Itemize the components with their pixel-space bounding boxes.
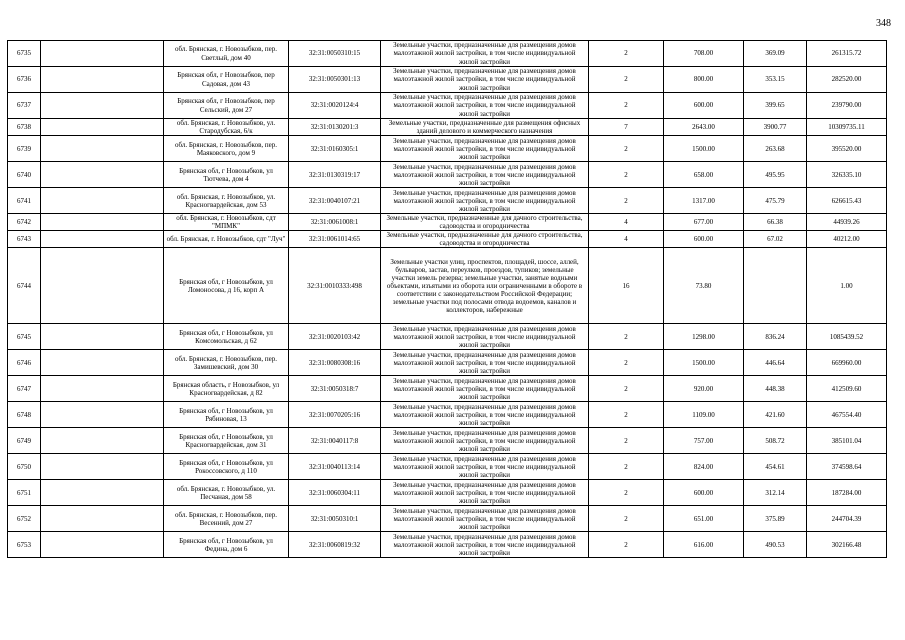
gap-cell bbox=[41, 428, 164, 454]
land-purpose-cell: Земельные участки, предназначенные для размещения домов малоэтажной жилой застройки, в том числе индивидуальной жилой застройки bbox=[381, 188, 589, 214]
land-purpose-cell: Земельные участки, предназначенные для размещения домов малоэтажной жилой застройки, в том числе индивидуальной жилой застройки bbox=[381, 93, 589, 119]
table-row bbox=[8, 506, 887, 532]
address-cell: обл. Брянская, г. Новозыбков, ул. Стародубская, 6/к bbox=[164, 119, 289, 136]
table-row bbox=[8, 454, 887, 480]
cadastral-value-cell: 412509.60 bbox=[807, 376, 887, 402]
table-row bbox=[8, 480, 887, 506]
row-number: 6748 bbox=[8, 402, 41, 428]
purpose-group-cell: 16 bbox=[589, 248, 664, 324]
specific-value-cell bbox=[744, 248, 807, 324]
table-row bbox=[8, 214, 887, 231]
area-cell: 73.80 bbox=[664, 248, 744, 324]
gap-cell bbox=[41, 41, 164, 67]
cadastral-number-cell: 32:31:0160305:1 bbox=[289, 136, 381, 162]
purpose-group-cell: 2 bbox=[589, 506, 664, 532]
gap-cell bbox=[41, 231, 164, 248]
land-purpose-cell: Земельные участки, предназначенные для размещения офисных зданий делового и коммерческого назначения bbox=[381, 119, 589, 136]
cadastral-number-cell: 32:31:0050318:7 bbox=[289, 376, 381, 402]
cadastral-value-cell: 40212.00 bbox=[807, 231, 887, 248]
specific-value-cell: 67.02 bbox=[744, 231, 807, 248]
land-purpose-cell: Земельные участки, предназначенные для размещения домов малоэтажной жилой застройки, в том числе индивидуальной жилой застройки bbox=[381, 136, 589, 162]
row-number: 6752 bbox=[8, 506, 41, 532]
address-cell: Брянская обл, г Новозыбков, ул Тютчева, дом 4 bbox=[164, 162, 289, 188]
specific-value-cell: 836.24 bbox=[744, 324, 807, 350]
page-number: 348 bbox=[876, 18, 891, 29]
cadastral-number-cell: 32:31:0050301:13 bbox=[289, 67, 381, 93]
address-cell: Брянская область, г Новозыбков, ул Красногвардейская, д 82 bbox=[164, 376, 289, 402]
row-number: 6744 bbox=[8, 248, 41, 324]
gap-cell bbox=[41, 480, 164, 506]
specific-value-cell: 263.68 bbox=[744, 136, 807, 162]
purpose-group-cell: 2 bbox=[589, 162, 664, 188]
land-purpose-cell: Земельные участки, предназначенные для размещения домов малоэтажной жилой застройки, в том числе индивидуальной жилой застройки bbox=[381, 428, 589, 454]
specific-value-cell: 421.60 bbox=[744, 402, 807, 428]
row-number: 6743 bbox=[8, 231, 41, 248]
table-body bbox=[8, 41, 887, 558]
land-purpose-cell: Земельные участки, предназначенные для размещения домов малоэтажной жилой застройки, в том числе индивидуальной жилой застройки bbox=[381, 324, 589, 350]
cadastral-number-cell: 32:31:0050310:1 bbox=[289, 506, 381, 532]
land-purpose-cell: Земельные участки, предназначенные для размещения домов малоэтажной жилой застройки, в том числе индивидуальной жилой застройки bbox=[381, 506, 589, 532]
row-number: 6738 bbox=[8, 119, 41, 136]
cadastral-value-cell: 374598.64 bbox=[807, 454, 887, 480]
table-row bbox=[8, 162, 887, 188]
specific-value-cell: 399.65 bbox=[744, 93, 807, 119]
cadastral-value-cell: 395520.00 bbox=[807, 136, 887, 162]
purpose-group-cell: 2 bbox=[589, 188, 664, 214]
gap-cell bbox=[41, 93, 164, 119]
cadastral-value-cell: 282520.00 bbox=[807, 67, 887, 93]
area-cell: 2643.00 bbox=[664, 119, 744, 136]
purpose-group-cell: 4 bbox=[589, 214, 664, 231]
address-cell: Брянская обл, г Новозыбков, ул Рябиновая, 13 bbox=[164, 402, 289, 428]
land-registry-table bbox=[7, 40, 887, 558]
purpose-group-cell: 2 bbox=[589, 93, 664, 119]
specific-value-cell: 508.72 bbox=[744, 428, 807, 454]
table-row bbox=[8, 532, 887, 558]
specific-value-cell: 66.38 bbox=[744, 214, 807, 231]
table-row bbox=[8, 248, 887, 324]
row-number: 6740 bbox=[8, 162, 41, 188]
cadastral-number-cell: 32:31:0010333:498 bbox=[289, 248, 381, 324]
cadastral-value-cell: 467554.40 bbox=[807, 402, 887, 428]
table-row bbox=[8, 119, 887, 136]
row-number: 6746 bbox=[8, 350, 41, 376]
cadastral-value-cell: 10309735.11 bbox=[807, 119, 887, 136]
gap-cell bbox=[41, 162, 164, 188]
gap-cell bbox=[41, 532, 164, 558]
table-row bbox=[8, 231, 887, 248]
area-cell: 824.00 bbox=[664, 454, 744, 480]
area-cell: 658.00 bbox=[664, 162, 744, 188]
area-cell: 1317.00 bbox=[664, 188, 744, 214]
address-cell: Брянская обл, г Новозыбков, пер Сельский, дом 27 bbox=[164, 93, 289, 119]
row-number: 6745 bbox=[8, 324, 41, 350]
purpose-group-cell: 2 bbox=[589, 67, 664, 93]
row-number: 6747 bbox=[8, 376, 41, 402]
address-cell: обл. Брянская, г. Новозыбков, сдт "Луч" bbox=[164, 231, 289, 248]
specific-value-cell: 490.53 bbox=[744, 532, 807, 558]
cadastral-number-cell: 32:31:0020124:4 bbox=[289, 93, 381, 119]
specific-value-cell: 446.64 bbox=[744, 350, 807, 376]
purpose-group-cell: 2 bbox=[589, 350, 664, 376]
gap-cell bbox=[41, 136, 164, 162]
land-purpose-cell: Земельные участки, предназначенные для размещения домов малоэтажной жилой застройки, в том числе индивидуальной жилой застройки bbox=[381, 402, 589, 428]
cadastral-value-cell: 302166.48 bbox=[807, 532, 887, 558]
table-row bbox=[8, 376, 887, 402]
address-cell: обл. Брянская, г. Новозыбков, пер. Маяковского, дом 9 bbox=[164, 136, 289, 162]
purpose-group-cell: 7 bbox=[589, 119, 664, 136]
cadastral-number-cell: 32:31:0130319:17 bbox=[289, 162, 381, 188]
table-row bbox=[8, 93, 887, 119]
address-cell: Брянская обл, г Новозыбков, ул Комсомольская, д 62 bbox=[164, 324, 289, 350]
gap-cell bbox=[41, 454, 164, 480]
table-row bbox=[8, 41, 887, 67]
address-cell: обл. Брянская, г. Новозыбков, ул. Песчаная, дом 58 bbox=[164, 480, 289, 506]
land-purpose-cell: Земельные участки, предназначенные для размещения домов малоэтажной жилой застройки, в том числе индивидуальной жилой застройки bbox=[381, 350, 589, 376]
land-purpose-cell: Земельные участки, предназначенные для размещения домов малоэтажной жилой застройки, в том числе индивидуальной жилой застройки bbox=[381, 454, 589, 480]
area-cell: 920.00 bbox=[664, 376, 744, 402]
purpose-group-cell: 4 bbox=[589, 231, 664, 248]
cadastral-value-cell: 244704.39 bbox=[807, 506, 887, 532]
gap-cell bbox=[41, 214, 164, 231]
row-number: 6739 bbox=[8, 136, 41, 162]
purpose-group-cell: 2 bbox=[589, 428, 664, 454]
specific-value-cell: 448.38 bbox=[744, 376, 807, 402]
cadastral-value-cell: 626615.43 bbox=[807, 188, 887, 214]
cadastral-value-cell: 1085439.52 bbox=[807, 324, 887, 350]
gap-cell bbox=[41, 188, 164, 214]
land-purpose-cell: Земельные участки, предназначенные для размещения домов малоэтажной жилой застройки, в том числе индивидуальной жилой застройки bbox=[381, 162, 589, 188]
row-number: 6750 bbox=[8, 454, 41, 480]
purpose-group-cell: 2 bbox=[589, 402, 664, 428]
specific-value-cell: 369.09 bbox=[744, 41, 807, 67]
land-purpose-cell: Земельные участки, предназначенные для размещения домов малоэтажной жилой застройки, в том числе индивидуальной жилой застройки bbox=[381, 67, 589, 93]
specific-value-cell: 312.14 bbox=[744, 480, 807, 506]
table-row bbox=[8, 188, 887, 214]
cadastral-value-cell: 1.00 bbox=[807, 248, 887, 324]
cadastral-number-cell: 32:31:0020103:42 bbox=[289, 324, 381, 350]
area-cell: 1500.00 bbox=[664, 350, 744, 376]
row-number: 6735 bbox=[8, 41, 41, 67]
table-row bbox=[8, 428, 887, 454]
address-cell: обл. Брянская, г. Новозыбков, ул. Красногвардейская, дом 53 bbox=[164, 188, 289, 214]
specific-value-cell: 475.79 bbox=[744, 188, 807, 214]
gap-cell bbox=[41, 376, 164, 402]
row-number: 6742 bbox=[8, 214, 41, 231]
specific-value-cell: 353.15 bbox=[744, 67, 807, 93]
cadastral-number-cell: 32:31:0050310:15 bbox=[289, 41, 381, 67]
purpose-group-cell: 2 bbox=[589, 532, 664, 558]
area-cell: 600.00 bbox=[664, 231, 744, 248]
specific-value-cell: 3900.77 bbox=[744, 119, 807, 136]
gap-cell bbox=[41, 67, 164, 93]
area-cell: 616.00 bbox=[664, 532, 744, 558]
area-cell: 757.00 bbox=[664, 428, 744, 454]
cadastral-value-cell: 261315.72 bbox=[807, 41, 887, 67]
row-number: 6749 bbox=[8, 428, 41, 454]
address-cell: Брянская обл, г Новозыбков, ул Федина, дом 6 bbox=[164, 532, 289, 558]
row-number: 6736 bbox=[8, 67, 41, 93]
specific-value-cell: 454.61 bbox=[744, 454, 807, 480]
cadastral-number-cell: 32:31:0060819:32 bbox=[289, 532, 381, 558]
land-purpose-cell: Земельные участки, предназначенные для размещения домов малоэтажной жилой застройки, в том числе индивидуальной жилой застройки bbox=[381, 376, 589, 402]
cadastral-value-cell: 326335.10 bbox=[807, 162, 887, 188]
cadastral-value-cell: 44939.26 bbox=[807, 214, 887, 231]
address-cell: Брянская обл, г Новозыбков, ул Ломоносова, д 16, корп А bbox=[164, 248, 289, 324]
table-row bbox=[8, 350, 887, 376]
purpose-group-cell: 2 bbox=[589, 480, 664, 506]
address-cell: Брянская обл, г Новозыбков, пер Садовая, дом 43 bbox=[164, 67, 289, 93]
cadastral-number-cell: 32:31:0130201:3 bbox=[289, 119, 381, 136]
gap-cell bbox=[41, 119, 164, 136]
cadastral-number-cell: 32:31:0040113:14 bbox=[289, 454, 381, 480]
area-cell: 1298.00 bbox=[664, 324, 744, 350]
land-purpose-cell: Земельные участки, предназначенные для дачного строительства, садоводства и огородничества bbox=[381, 231, 589, 248]
purpose-group-cell: 2 bbox=[589, 324, 664, 350]
address-cell: обл. Брянская, г. Новозыбков, пер. Замишевский, дом 30 bbox=[164, 350, 289, 376]
purpose-group-cell: 2 bbox=[589, 376, 664, 402]
address-cell: обл. Брянская, г. Новозыбков, сдт "МПМК" bbox=[164, 214, 289, 231]
area-cell: 1500.00 bbox=[664, 136, 744, 162]
specific-value-cell: 375.89 bbox=[744, 506, 807, 532]
row-number: 6737 bbox=[8, 93, 41, 119]
land-purpose-cell: Земельные участки, предназначенные для размещения домов малоэтажной жилой застройки, в том числе индивидуальной жилой застройки bbox=[381, 480, 589, 506]
gap-cell bbox=[41, 402, 164, 428]
gap-cell bbox=[41, 324, 164, 350]
purpose-group-cell: 2 bbox=[589, 454, 664, 480]
cadastral-value-cell: 385101.04 bbox=[807, 428, 887, 454]
gap-cell bbox=[41, 350, 164, 376]
area-cell: 800.00 bbox=[664, 67, 744, 93]
area-cell: 1109.00 bbox=[664, 402, 744, 428]
area-cell: 651.00 bbox=[664, 506, 744, 532]
cadastral-number-cell: 32:31:0070205:16 bbox=[289, 402, 381, 428]
address-cell: обл. Брянская, г. Новозыбков, пер. Светлый, дом 40 bbox=[164, 41, 289, 67]
area-cell: 677.00 bbox=[664, 214, 744, 231]
gap-cell bbox=[41, 248, 164, 324]
specific-value-cell: 495.95 bbox=[744, 162, 807, 188]
address-cell: Брянская обл, г Новозыбков, ул Красногвардейская, дом 31 bbox=[164, 428, 289, 454]
cadastral-number-cell: 32:31:0040107:21 bbox=[289, 188, 381, 214]
address-cell: обл. Брянская, г. Новозыбков, пер. Весенний, дом 27 bbox=[164, 506, 289, 532]
address-cell: Брянская обл, г Новозыбков, ул Рокоссовского, д 110 bbox=[164, 454, 289, 480]
area-cell: 708.00 bbox=[664, 41, 744, 67]
cadastral-value-cell: 239790.00 bbox=[807, 93, 887, 119]
table-row bbox=[8, 67, 887, 93]
table-row bbox=[8, 136, 887, 162]
cadastral-number-cell: 32:31:0040117:8 bbox=[289, 428, 381, 454]
gap-cell bbox=[41, 506, 164, 532]
cadastral-number-cell: 32:31:0061014:65 bbox=[289, 231, 381, 248]
row-number: 6741 bbox=[8, 188, 41, 214]
area-cell: 600.00 bbox=[664, 480, 744, 506]
purpose-group-cell: 2 bbox=[589, 41, 664, 67]
cadastral-number-cell: 32:31:0061008:1 bbox=[289, 214, 381, 231]
table-row bbox=[8, 402, 887, 428]
cadastral-value-cell: 187284.00 bbox=[807, 480, 887, 506]
row-number: 6753 bbox=[8, 532, 41, 558]
land-purpose-cell: Земельные участки улиц, проспектов, площадей, шоссе, аллей, бульваров, застав, переулков, проездов, тупиков; земельные участки земель резерва; земельные участки, занятые водными объектами, изъятыми из оборота или ограниченными в обороте в соответствии с законодательством Российской Федерации; земельные участки под полосами отвода водоемов, каналов и коллекторов, набережные bbox=[381, 248, 589, 324]
area-cell: 600.00 bbox=[664, 93, 744, 119]
cadastral-number-cell: 32:31:0080308:16 bbox=[289, 350, 381, 376]
land-purpose-cell: Земельные участки, предназначенные для размещения домов малоэтажной жилой застройки, в том числе индивидуальной жилой застройки bbox=[381, 532, 589, 558]
table-row bbox=[8, 324, 887, 350]
purpose-group-cell: 2 bbox=[589, 136, 664, 162]
land-purpose-cell: Земельные участки, предназначенные для размещения домов малоэтажной жилой застройки, в том числе индивидуальной жилой застройки bbox=[381, 41, 589, 67]
cadastral-number-cell: 32:31:0060304:11 bbox=[289, 480, 381, 506]
land-purpose-cell: Земельные участки, предназначенные для дачного строительства, садоводства и огородничества bbox=[381, 214, 589, 231]
cadastral-value-cell: 669960.00 bbox=[807, 350, 887, 376]
row-number: 6751 bbox=[8, 480, 41, 506]
